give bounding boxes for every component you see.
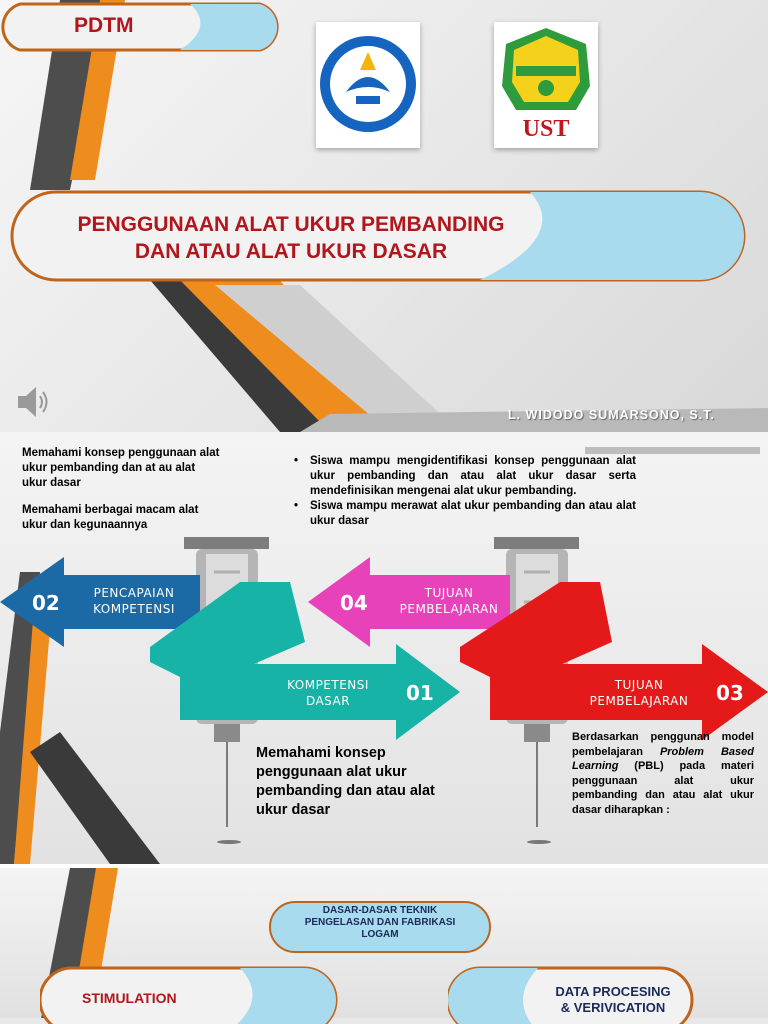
- arrow-label-kompetensi-dasar: KOMPETENSI DASAR: [287, 678, 369, 708]
- arrow-label-tujuan-04: TUJUAN PEMBELAJARAN: [399, 586, 499, 616]
- arrow-number-02: 02: [32, 591, 60, 615]
- stimulation-label: STIMULATION: [82, 990, 177, 1006]
- top-left-text: [22, 446, 222, 533]
- data-processing-label: DATA PROCESING & VERIVICATION: [555, 984, 671, 1015]
- ust-label: UST: [522, 116, 570, 142]
- title: [56, 211, 526, 265]
- title-line-2: DAN ATAU ALAT UKUR DASAR: [134, 240, 448, 263]
- speaker-icon[interactable]: [14, 382, 54, 422]
- arrow-label-tujuan-03: TUJUAN PEMBELAJARAN: [589, 678, 689, 708]
- tut-wuri-logo: [316, 22, 420, 148]
- author-name: L. WIDODO SUMARSONO, S.T.: [508, 408, 715, 422]
- top-pill-text: DASAR-DASAR TEKNIK PENGELASAN DAN FABRIKASI LOGAM: [304, 905, 456, 940]
- brand-text: PDTM: [74, 14, 134, 37]
- objective-item: • Siswa mampu merawat alat ukur pembanding dan atau alat ukur dasar: [294, 500, 636, 527]
- title-line-1: PENGGUNAAN ALAT UKUR PEMBANDING: [77, 213, 505, 236]
- arrow-number-04: 04: [340, 591, 368, 615]
- slide-steps: [0, 868, 768, 1024]
- ust-logo: [494, 22, 598, 148]
- brand-pill: [0, 0, 300, 56]
- slide-competencies: [0, 432, 768, 864]
- arrow-label-pencapaian: PENCAPAIAN KOMPETENSI: [93, 586, 175, 616]
- arrow-number-03: 03: [716, 681, 744, 705]
- top-left-paragraph-2: Memahami berbagai macam alat ukur dan kegunaannya: [22, 504, 199, 531]
- bottom-center-text: Memahami konsep penggunaan alat ukur pembanding dan atau alat ukur dasar: [256, 745, 435, 818]
- arrow-number-01: 01: [406, 681, 434, 705]
- slide-title: [0, 0, 768, 432]
- bottom-right-text: Berdasarkan penggunan model pembelajaran Problem Based Learning (PBL) pada materi penggunaan alat ukur pembanding dan atau alat ukur dasar diharapkan :: [572, 731, 754, 816]
- objectives-list: [292, 454, 636, 529]
- top-left-paragraph-1: Memahami konsep penggunaan alat ukur pembanding dan at au alat ukur dasar: [22, 447, 220, 489]
- objective-item: • Siswa mampu mengidentifikasi konsep penggunaan alat ukur pembanding dan atau alat ukur dasar serta mendefinisikan mengenai alat ukur pembanding.: [294, 455, 636, 497]
